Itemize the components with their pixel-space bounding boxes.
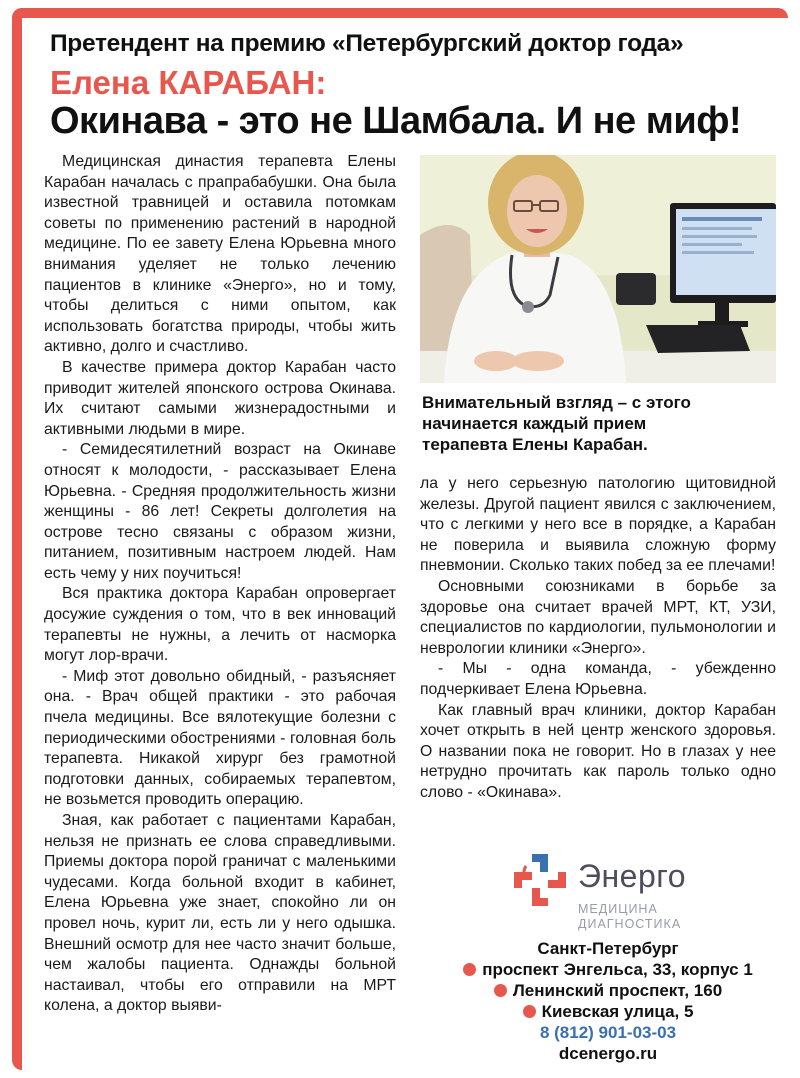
energo-logo-icon — [512, 852, 568, 908]
frame-left-border — [12, 8, 22, 1070]
phone-number: 8 (812) 901-03-03 — [539, 1023, 677, 1042]
caption-line: начинается каждый прием — [422, 414, 647, 433]
article-title: Окинава - это не Шамбала. И не миф! — [50, 100, 742, 142]
paragraph: ла у него серьезную патологию щитовидной железы. Другой пациент явился с заключением, что с легкими у него все в порядке, а Карабан не поверила и выявила сложную форму пневмонии. Сколько таких побед за ее плечами! — [420, 475, 776, 575]
caption-line: терапевта Елены Карабан. — [422, 435, 648, 454]
article-column-left — [44, 152, 396, 1017]
award-nominee-heading: Претендент на премию «Петербургский доктор года» — [50, 30, 684, 57]
city-name: Санкт-Петербург — [537, 939, 679, 958]
article-column-right — [420, 474, 776, 804]
clinic-contacts — [420, 938, 796, 1064]
paragraph: Зная, как работает с пациентами Карабан, нельзя не признать ее слова справедливыми. Приемы доктора порой граничат с маленькими чудесами. Когда больной входит в кабинет, Елена Юрьевна уже знает, спокойно ли он провел ночь, курит ли, есть ли у него одышка. Внешний осмотр для нее часто значит больше, чем жалобы пациента. Однажды больной настаивал, чтобы его отправили на МРТ колена, а доктор выяви- — [44, 812, 396, 1015]
photo-caption — [422, 392, 778, 455]
address-item — [420, 959, 796, 980]
paragraph: Основными союзниками в борьбе за здоровье она считает врачей МРТ, КТ, УЗИ, специалистов по кардиологии, пульмонологии и неврологии клиники «Энерго». — [420, 577, 776, 657]
bullet-dot-icon — [494, 984, 507, 997]
energo-logo-subtitle: ДИАГНОСТИКА — [578, 917, 682, 931]
doctor-name: Елена КАРАБАН: — [50, 64, 327, 101]
energo-logo-subtitle: МЕДИЦИНА — [578, 902, 658, 916]
website-url: dcenergo.ru — [558, 1044, 658, 1063]
doctor-photo-illustration — [420, 155, 776, 383]
paragraph: В качестве примера доктор Карабан часто приводит жителей японского острова Окинава. Их считают самыми жизнерадостными и активными людьми в мире. — [44, 358, 396, 438]
bullet-dot-icon — [463, 963, 476, 976]
address-text: проспект Энгельса, 33, корпус 1 — [482, 960, 753, 979]
doctor-photo — [420, 155, 776, 383]
address-text: Киевская улица, 5 — [541, 1002, 694, 1021]
bullet-dot-icon — [523, 1005, 536, 1018]
energo-logo-text: Энерго — [578, 858, 687, 894]
address-item — [420, 1001, 796, 1022]
frame-top-border — [12, 8, 788, 18]
paragraph: - Миф этот довольно обидный, - разъясняет она. - Врач общей практики - это рабочая пчела медицины. Все вялотекущие болезни с периодическими обострениями - головная боль терапевта. Никакой хирург без грамотной подготовки данных, собираемых терапевтом, не возьмется проводить операцию. — [44, 667, 396, 809]
address-item — [420, 980, 796, 1001]
paragraph: Медицинская династия терапевта Елены Карабан началась с прапрабабушки. Она была известной травницей и оставила потомкам советы по применению растений в народной медицине. По ее завету Елена Юрьевна много внимания уделяет не только лечению пациентов в клинике «Энерго», но и тому, чтобы делиться с ними опытом, как использовать богатства природы, чтобы жить активно, долго и счастливо. — [44, 153, 396, 356]
caption-line: Внимательный взгляд – с этого — [422, 393, 691, 412]
paragraph: - Семидесятилетний возраст на Окинаве относят к молодости, - рассказывает Елена Юрьевна. - Средняя продолжительность жизни женщины - 86 лет! Секреты долголетия на острове тесно связаны с образом жизни, питанием, позитивным настроем людей. Нам есть чему у них поучиться! — [44, 441, 396, 582]
paragraph: - Мы - одна команда, - убежденно подчеркивает Елена Юрьевна. — [420, 660, 776, 698]
address-text: Ленинский проспект, 160 — [512, 981, 723, 1000]
paragraph: Как главный врач клиники, доктор Карабан хочет открыть в ней центр женского здоровья. О названии пока не говорит. Но в глазах у нее нетрудно прочитать как пароль только одно слово - «Окинава». — [420, 701, 776, 801]
paragraph: Вся практика доктора Карабан опровергает досужие суждения о том, что в век инноваций терапевты не нужны, а лечить от насморка могут лор-врачи. — [44, 585, 396, 665]
